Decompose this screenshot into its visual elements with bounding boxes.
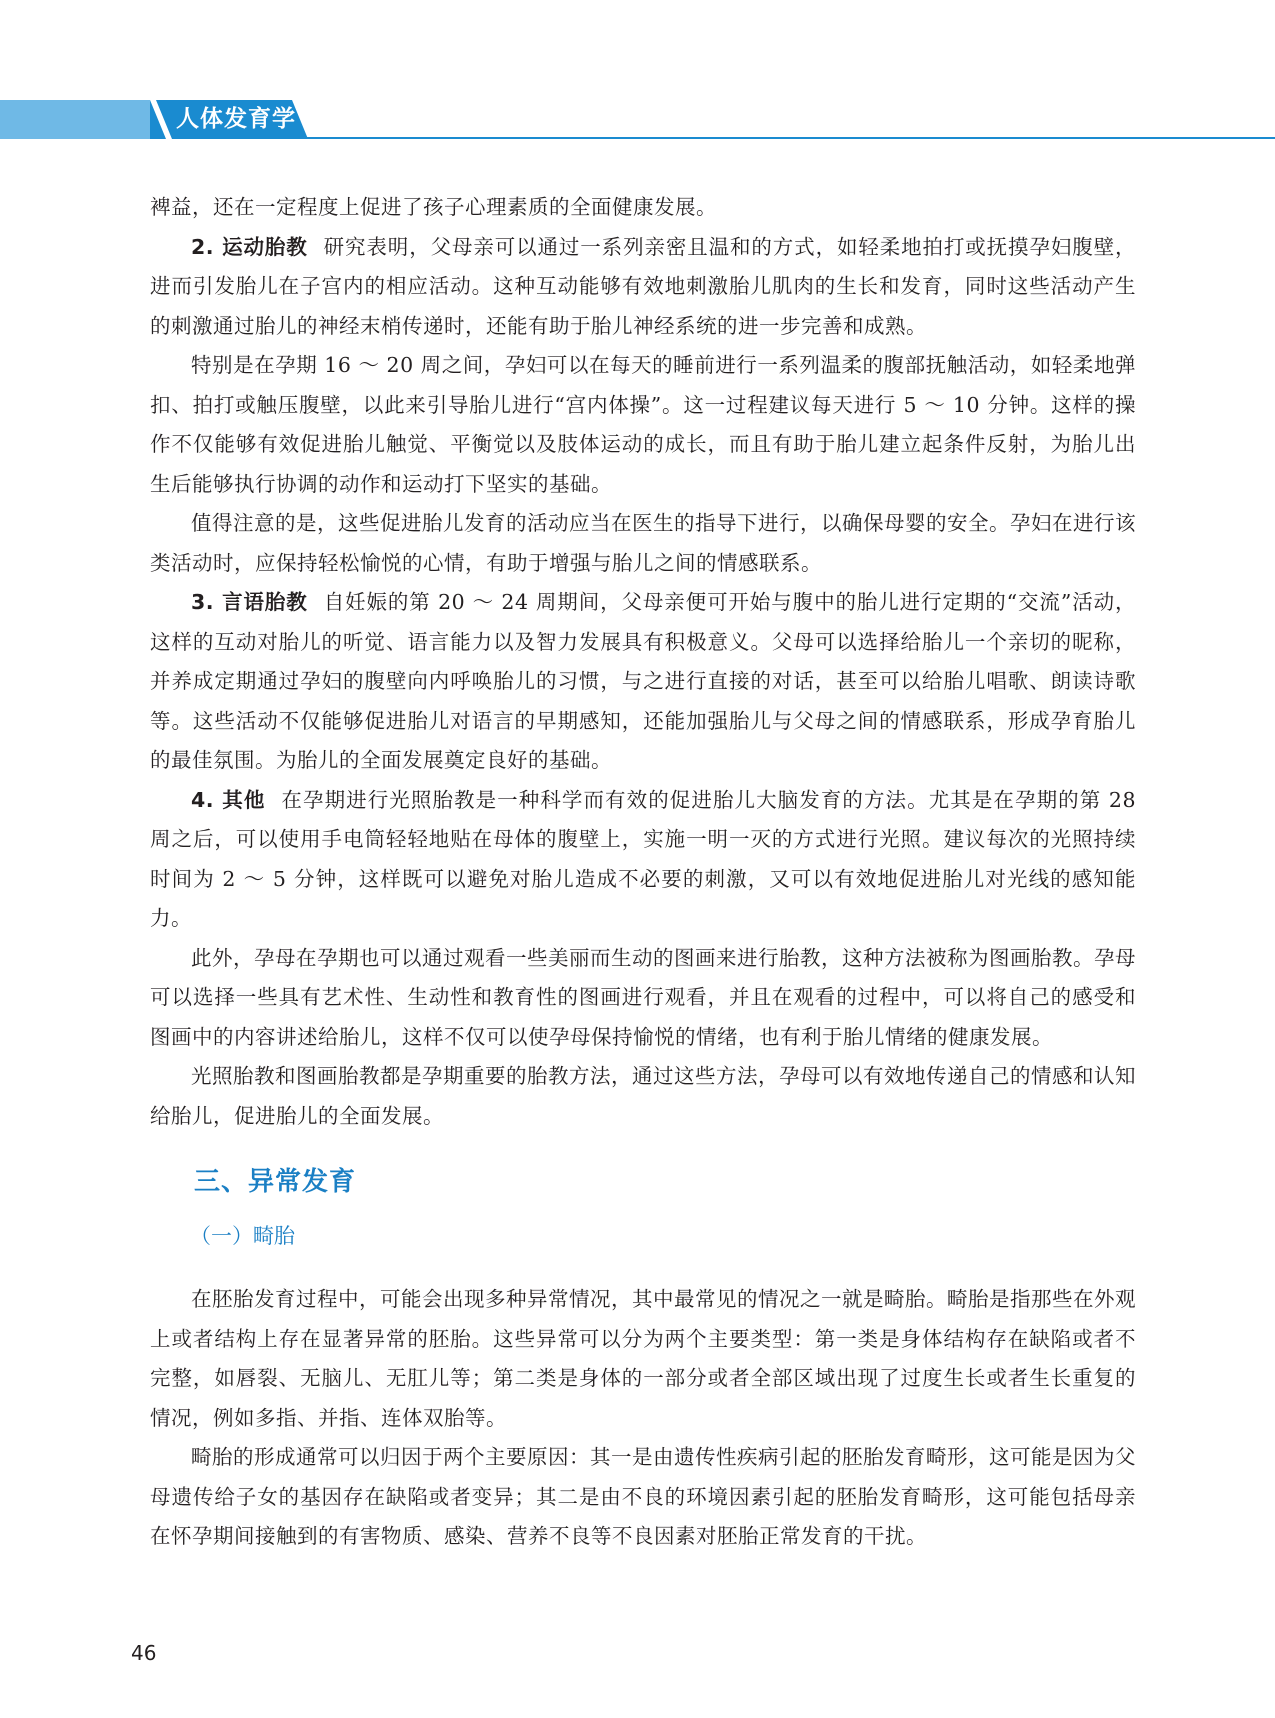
header-tab-notch	[150, 100, 172, 139]
paragraph	[150, 781, 1136, 939]
paragraph	[150, 583, 1136, 781]
paragraph	[150, 228, 1136, 347]
paragraph-lead: 2. 运动胎教	[191, 234, 308, 259]
paragraph: 特别是在孕期 16 ～ 20 周之间，孕妇可以在每天的睡前进行一系列温柔的腹部抚触活动，如轻柔地弹扣、拍打或触压腹壁，以此来引导胎儿进行“宫内体操”。这一过程建议每天进行 5 ～ 10 分钟。这样的操作不仅能够有效促进胎儿触觉、平衡觉以及肢体运动的成长，而且有助于胎儿建立起条件反射，为胎儿出生后能够执行协调的动作和运动打下坚实的基础。	[150, 353, 1136, 496]
paragraph-text: 在孕期进行光照胎教是一种科学而有效的促进胎儿大脑发育的方法。尤其是在孕期的第 28 周之后，可以使用手电筒轻轻地贴在母体的腹壁上，实施一明一灭的方式进行光照。建议每次的光照持续时间为 2 ～ 5 分钟，这样既可以避免对胎儿造成不必要的刺激，又可以有效地促进胎儿对光线的感知能力。	[150, 787, 1136, 930]
paragraph: 在胚胎发育过程中，可能会出现多种异常情况，其中最常见的情况之一就是畸胎。畸胎是指那些在外观上或者结构上存在显著异常的胚胎。这些异常可以分为两个主要类型：第一类是身体结构存在缺陷或者不完整，如唇裂、无脑儿、无肛儿等；第二类是身体的一部分或者全部区域出现了过度生长或者生长重复的情况，例如多指、并指、连体双胎等。	[150, 1287, 1136, 1430]
paragraph-text: 研究表明，父母亲可以通过一系列亲密且温和的方式，如轻柔地拍打或抚摸孕妇腹壁，进而引发胎儿在子宫内的相应活动。这种互动能够有效地刺激胎儿肌肉的生长和发育，同时这些活动产生的刺激通过胎儿的神经末梢传递时，还能有助于胎儿神经系统的进一步完善和成熟。	[150, 234, 1136, 338]
paragraph: 畸胎的形成通常可以归因于两个主要原因：其一是由遗传性疾病引起的胚胎发育畸形，这可能是因为父母遗传给子女的基因存在缺陷或者变异；其二是由不良的环境因素引起的胚胎发育畸形，这可能包括母亲在怀孕期间接触到的有害物质、感染、营养不良等不良因素对胚胎正常发育的干扰。	[150, 1445, 1136, 1548]
paragraph: 光照胎教和图画胎教都是孕期重要的胎教方法，通过这些方法，孕母可以有效地传递自己的情感和认知给胎儿，促进胎儿的全面发展。	[150, 1064, 1136, 1128]
book-title: 人体发育学	[176, 106, 296, 132]
subsection-heading: （一）畸胎	[190, 1224, 295, 1248]
page-body	[150, 188, 1136, 1557]
section-heading: 三、异常发育	[194, 1167, 357, 1197]
paragraph-lead: 4. 其他	[191, 787, 266, 812]
paragraph: 值得注意的是，这些促进胎儿发育的活动应当在医生的指导下进行，以确保母婴的安全。孕妇在进行该类活动时，应保持轻松愉悦的心情，有助于增强与胎儿之间的情感联系。	[150, 511, 1136, 575]
paragraph: 裨益，还在一定程度上促进了孩子心理素质的全面健康发展。	[150, 195, 717, 219]
paragraph-text: 自妊娠的第 20 ～ 24 周期间，父母亲便可开始与腹中的胎儿进行定期的“交流”活动，这样的互动对胎儿的听觉、语言能力以及智力发展具有积极意义。父母可以选择给胎儿一个亲切的昵称，并养成定期通过孕妇的腹壁向内呼唤胎儿的习惯，与之进行直接的对话，甚至可以给胎儿唱歌、朗读诗歌等。这些活动不仅能够促进胎儿对语言的早期感知，还能加强胎儿与父母之间的情感联系，形成孕育胎儿的最佳氛围。为胎儿的全面发展奠定良好的基础。	[150, 590, 1136, 772]
paragraph-lead: 3. 言语胎教	[191, 590, 308, 614]
paragraph: 此外，孕母在孕期也可以通过观看一些美丽而生动的图画来进行胎教，这种方法被称为图画胎教。孕母可以选择一些具有艺术性、生动性和教育性的图画进行观看，并且在观看的过程中，可以将自己的感受和图画中的内容讲述给胎儿，这样不仅可以使孕母保持愉悦的情绪，也有利于胎儿情绪的健康发展。	[150, 945, 1136, 1049]
running-header	[0, 100, 1275, 139]
page-number: 46	[131, 1641, 157, 1665]
header-tab-stripe	[0, 100, 150, 139]
